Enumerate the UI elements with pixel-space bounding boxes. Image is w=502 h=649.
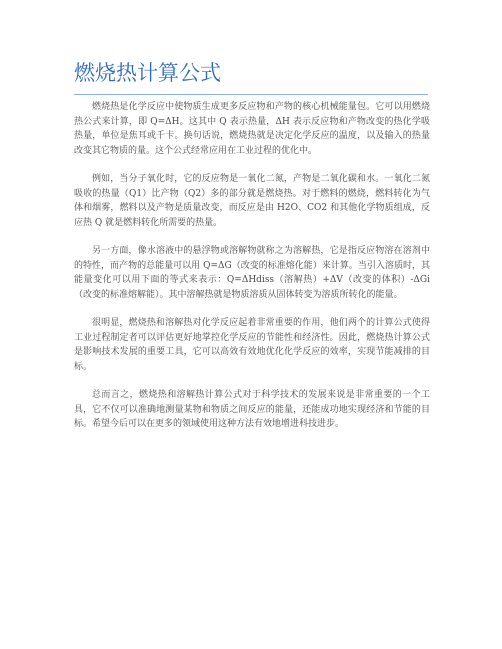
document-body [74,100,430,446]
paragraph-1: 燃烧热是化学反应中使物质生成更多反应物和产物的核心机械能量包。它可以用燃烧热公式来计算，即 Q=ΔH。这其中 Q 表示热量，ΔH 表示反应物和产物改变的热化学吸热量，单位是焦耳或千卡。换句话说，燃烧热就是决定化学反应的温度，以及输入的热量改变其它物质的量。这个公式经常应用在工业过程的优化中。 [74,102,430,156]
title-divider [74,94,428,95]
paragraph-4: 很明显，燃烧热和溶解热对化学反应起着非常重要的作用，他们两个的计算公式使得工业过程制定者可以评估更好地掌控化学反应的节能性和经济性。因此，燃烧热计算公式是影响技术发展的重要工具，它可以高效有效地优化化学反应的效率，实现节能减排的目标。 [74,318,430,372]
paragraph-2: 例如，当分子氧化时，它的反应物是一氧化二氮，产物是二氧化碳和水。一氧化二氮吸收的热量（Q1）比产物（Q2）多的部分就是燃烧热。对于燃料的燃烧，燃料转化为气体和烟雾，燃料以及产物是质量改变，而反应是由 H2O、CO2 和其他化学物质组成，反应热 Q 就是燃料转化所需要的热量。 [74,174,430,228]
paragraph-5: 总而言之，燃烧热和溶解热计算公式对于科学技术的发展来说是非常重要的一个工具，它不仅可以准确地测量某物和物质之间反应的能量，还能成功地实现经济和节能的目标。希望今后可以在更多的领域使用这种方法有效地增进科技进步。 [74,390,430,429]
paragraph-3: 另一方面，像水溶液中的悬浮物或溶解物就称之为溶解热，它是指反应物溶在溶剂中的特性，而产物的总能量可以用 Q=ΔG（改变的标准熔化能）来计算。当引入溶质时，其能量变化可以用下面的等式来表示：Q=ΔHdiss（溶解热）+ΔV（改变的体积）-ΔGi（改变的标准熔解能）。其中溶解热就是物质溶质从固体转变为溶质所转化的能量。 [74,246,430,300]
document-title: 燃烧热计算公式 [74,61,221,85]
